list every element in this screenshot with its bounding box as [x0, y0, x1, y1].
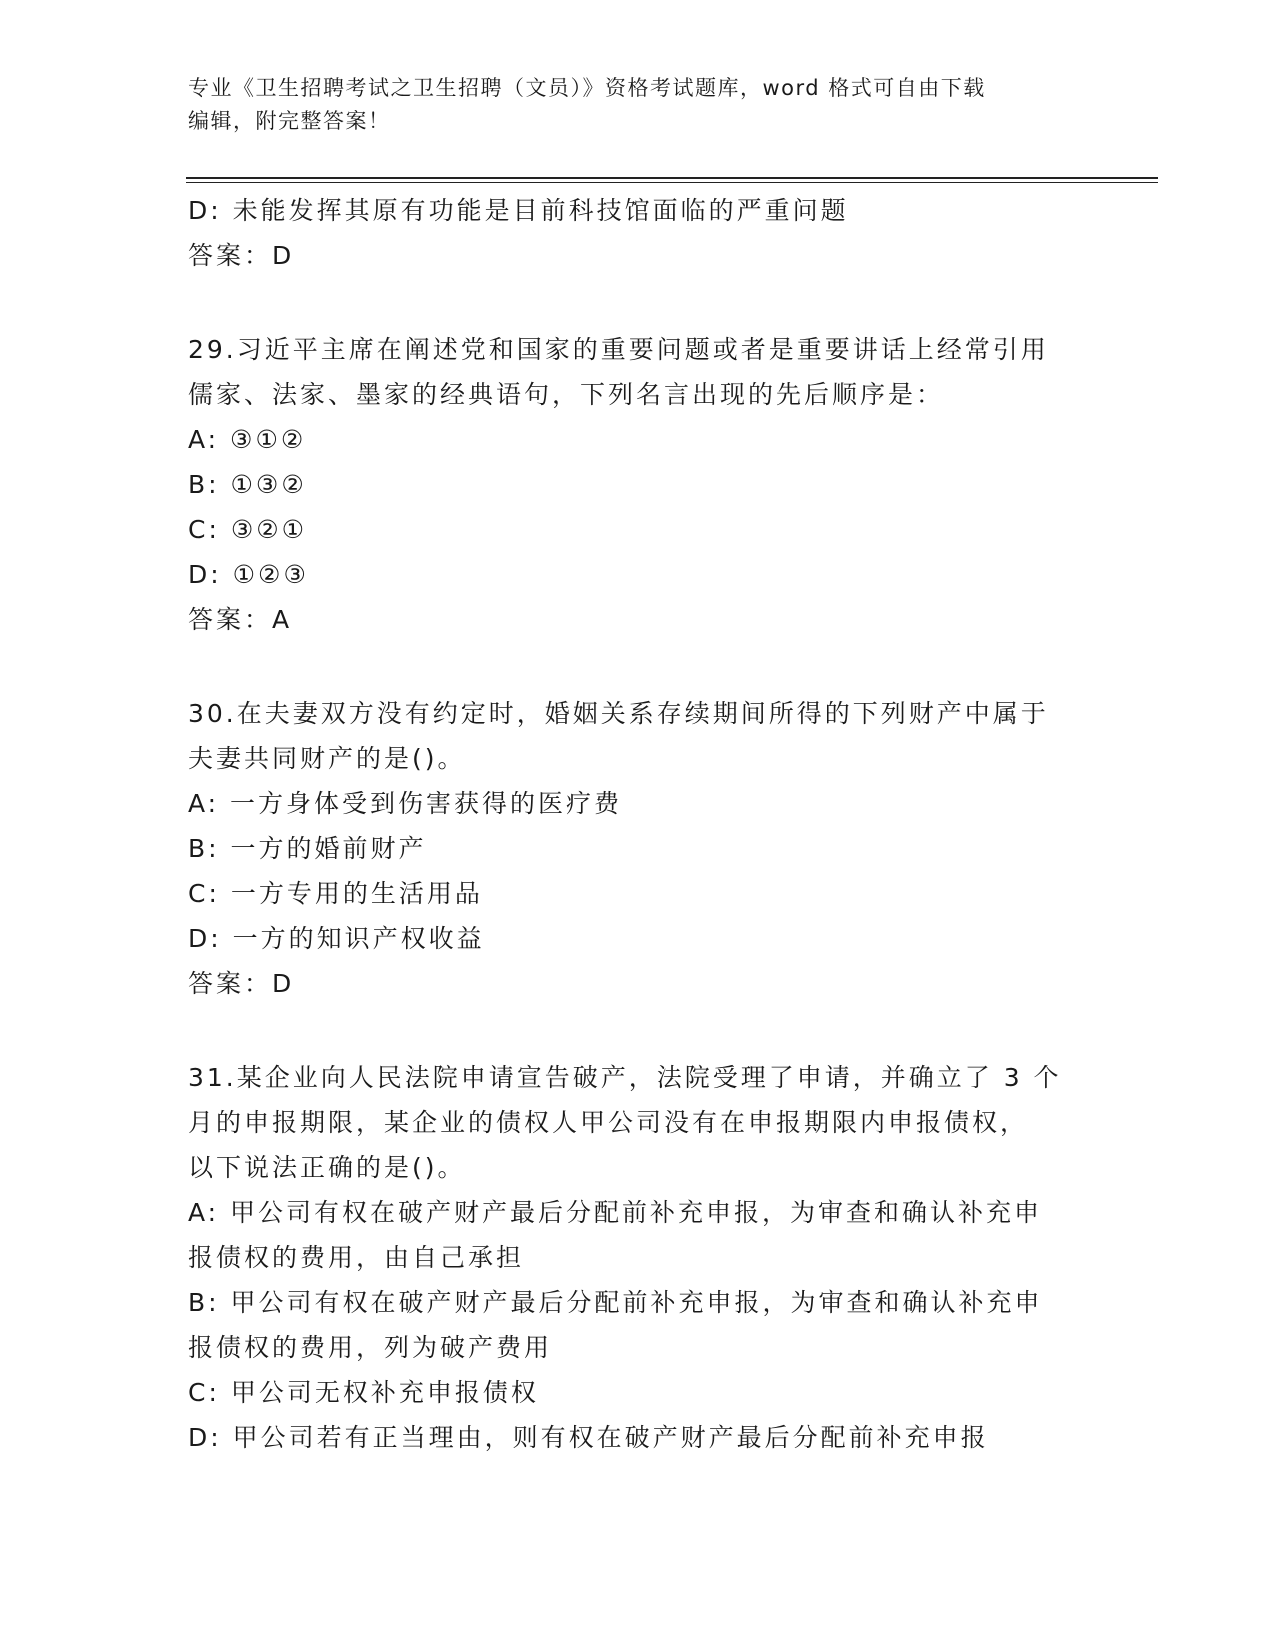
answer: 答案：D: [188, 969, 295, 998]
spacer: [188, 642, 1088, 691]
option-d: D: 甲公司若有正当理由，则有权在破产财产最后分配前补充申报: [188, 1423, 989, 1452]
option-a: A: 甲公司有权在破产财产最后分配前补充申报，为审查和确认补充申: [188, 1198, 1043, 1227]
question-stem-line: 以下说法正确的是()。: [188, 1153, 466, 1182]
question-30: [188, 691, 1088, 1006]
option-a: A: 一方身体受到伤害获得的医疗费: [188, 789, 623, 818]
prev-answer: 答案：D: [188, 241, 295, 270]
option-b-continued: 报债权的费用，列为破产费用: [188, 1333, 553, 1362]
question-stem-line: 月的申报期限，某企业的债权人甲公司没有在申报期限内申报债权，: [188, 1108, 1029, 1137]
option-c: C: ③②①: [188, 515, 308, 544]
header-line-1: 专业《卫生招聘考试之卫生招聘（文员）》资格考试题库，word 格式可自由下载: [188, 76, 986, 100]
header-rule-thick: [186, 177, 1158, 179]
header-line-2: 编辑，附完整答案！: [188, 109, 391, 133]
option-d: D: ①②③: [188, 560, 309, 589]
option-a: A: ③①②: [188, 425, 307, 454]
question-stem-line: 30.在夫妻双方没有约定时，婚姻关系存续期间所得的下列财产中属于: [188, 699, 1049, 728]
header-rule-thin: [186, 182, 1158, 183]
option-b: B: 甲公司有权在破产财产最后分配前补充申报，为审查和确认补充申: [188, 1288, 1043, 1317]
option-d: D: 一方的知识产权收益: [188, 924, 485, 953]
question-stem-line: 儒家、法家、墨家的经典语句，下列名言出现的先后顺序是：: [188, 380, 945, 409]
answer: 答案：A: [188, 605, 293, 634]
option-c: C: 甲公司无权补充申报债权: [188, 1378, 539, 1407]
option-b: B: 一方的婚前财产: [188, 834, 427, 863]
question-31: [188, 1055, 1088, 1460]
option-a-continued: 报债权的费用，由自己承担: [188, 1243, 525, 1272]
question-stem-line: 29.习近平主席在阐述党和国家的重要问题或者是重要讲话上经常引用: [188, 335, 1049, 364]
prev-option-d: D: 未能发挥其原有功能是目前科技馆面临的严重问题: [188, 196, 849, 225]
question-29: [188, 327, 1088, 642]
question-stem-line: 31.某企业向人民法院申请宣告破产，法院受理了申请，并确立了 3 个: [188, 1063, 1062, 1092]
spacer: [188, 1006, 1088, 1055]
spacer: [188, 278, 1088, 327]
option-b: B: ①③②: [188, 470, 307, 499]
option-c: C: 一方专用的生活用品: [188, 879, 483, 908]
question-content: [188, 188, 1088, 1460]
question-stem-line: 夫妻共同财产的是()。: [188, 744, 466, 773]
document-header: [188, 72, 1088, 138]
